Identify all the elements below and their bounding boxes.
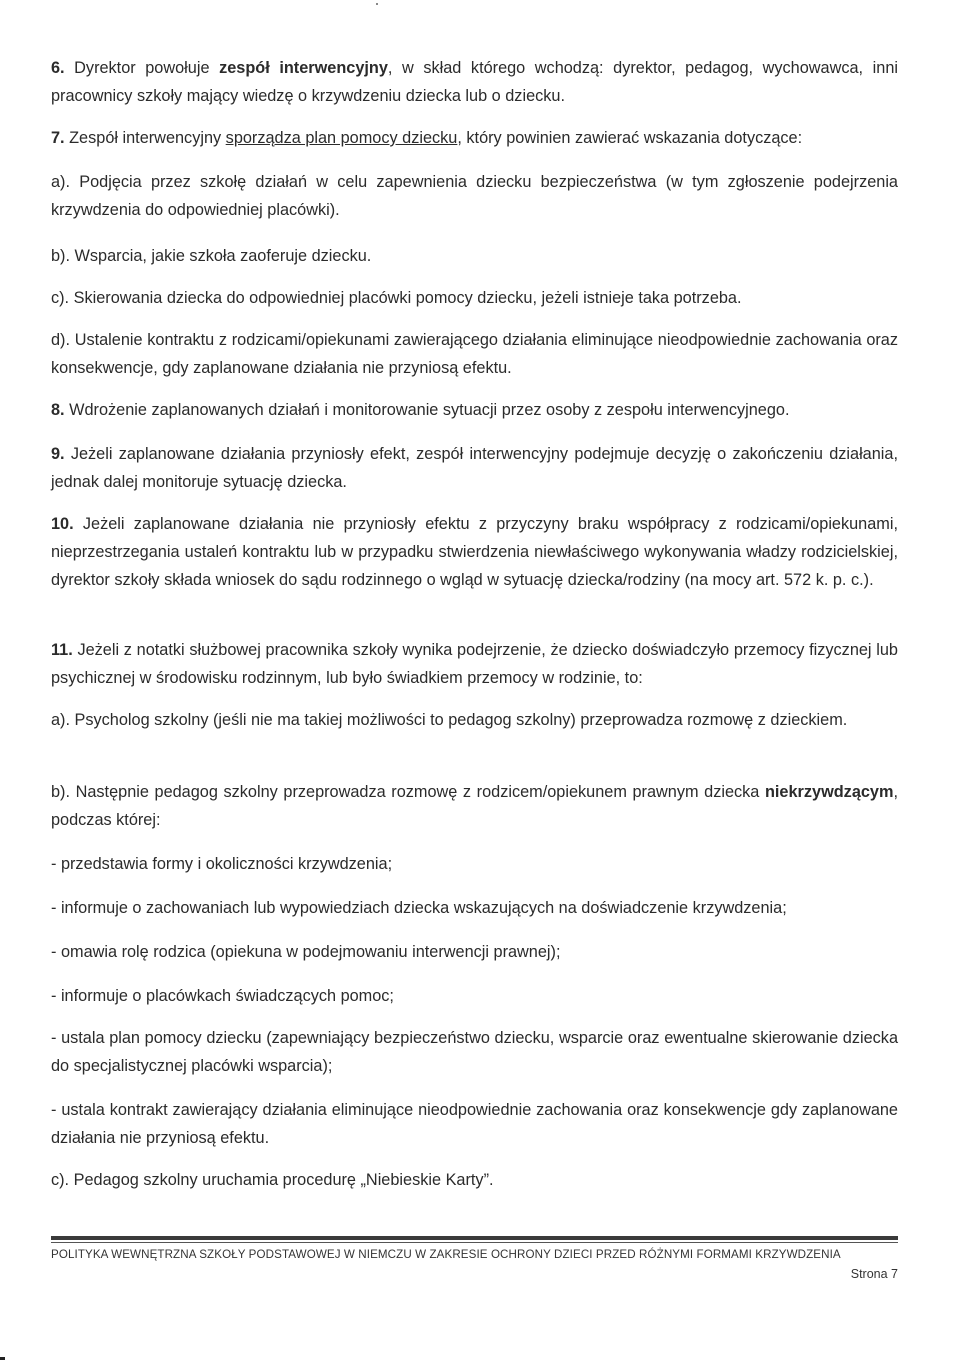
bold-term: niekrzywdzącym <box>764 783 894 801</box>
dash-item-6: - ustala kontrakt zawierający działania eliminujące nieodpowiednie zachowania oraz konsekwencje gdy zaplanowane działania nie przyniosą efektu. <box>51 1101 898 1147</box>
paragraph-text: Jeżeli z notatki służbowej pracownika szkoły wynika podejrzenie, że dziecko doświadczyło przemocy fizycznej lub psychicznej w środowisku rodzinnym, lub było świadkiem przemocy w rodzinie, to: <box>51 641 898 687</box>
footer-rule-thick <box>51 1236 898 1240</box>
paragraph-text: , podczas której: <box>51 783 898 829</box>
paragraph-text: , w skład którego wchodzą: dyrektor, pedagog, wychowawca, inni pracownicy szkoły mający wiedzę o krzywdzeniu dziecka lub o dziecku. <box>51 59 898 105</box>
paragraph-text: Wdrożenie zaplanowanych działań i monitorowanie sytuacji przez osoby z zespołu interwencyjnego. <box>64 401 790 419</box>
paragraph-11 <box>51 636 898 692</box>
paragraph-text: , który powinien zawierać wskazania dotyczące: <box>457 129 803 147</box>
dash-item-5: - ustala plan pomocy dziecku (zapewniający bezpieczeństwo dziecku, wsparcie oraz ewentualne skierowanie dziecka do specjalistycznej placówki wsparcia); <box>51 1029 898 1075</box>
item-11a: a). Psycholog szkolny (jeśli nie ma takiej możliwości to pedagog szkolny) przeprowadza rozmowę z dzieckiem. <box>51 711 848 729</box>
item-11b <box>51 778 898 834</box>
scan-speck <box>376 3 378 5</box>
paragraph-text: b). Następnie pedagog szkolny przeprowadza rozmowę z rodzicem/opiekunem prawnym dziecka <box>51 783 765 801</box>
paragraph-number: 9. <box>51 445 65 463</box>
paragraph-text: Jeżeli zaplanowane działania nie przyniosły efektu z przyczyny braku współpracy z rodzicami/opiekunami, nieprzestrzegania ustaleń kontraktu lub w przypadku stwierdzenia niewłaściwego wykonywania władzy rodzicielskiej, dyrektor szkoły składa wniosek do sądu rodzinnego o wgląd w sytuację dziecka/rodziny (na mocy art. 572 k. p. c.). <box>51 515 898 589</box>
paragraph-number: 8. <box>51 401 65 419</box>
dash-item-1: - przedstawia formy i okoliczności krzywdzenia; <box>51 855 393 873</box>
item-7a: a). Podjęcia przez szkołę działań w celu zapewnienia dziecku bezpieczeństwa (w tym zgłoszenie podejrzenia krzywdzenia do odpowiedniej placówki). <box>51 173 898 219</box>
item-7d: d). Ustalenie kontraktu z rodzicami/opiekunami zawierającego działania eliminujące nieodpowiednie zachowania oraz konsekwencje, gdy zaplanowane działania nie przyniosą efektu. <box>51 331 898 377</box>
dash-item-2: - informuje o zachowaniach lub wypowiedziach dziecka wskazujących na doświadczenie krzywdzenia; <box>51 899 787 917</box>
paragraph-number: 10. <box>51 515 74 533</box>
dash-item-4: - informuje o placówkach świadczących pomoc; <box>51 987 394 1005</box>
paragraph-number: 7. <box>51 129 65 147</box>
paragraph-9 <box>51 440 898 496</box>
paragraph-6 <box>51 54 898 110</box>
scan-mark <box>0 1357 5 1360</box>
paragraph-number: 11. <box>51 641 73 659</box>
page-number: Strona 7 <box>850 1267 898 1281</box>
paragraph-text: Zespół interwencyjny <box>64 129 226 147</box>
paragraph-text: Jeżeli zaplanowane działania przyniosły efekt, zespół interwencyjny podejmuje decyzję o zakończeniu działania, jednak dalej monitoruje sytuację dziecka. <box>51 445 898 491</box>
bold-term: zespół interwencyjny <box>219 59 388 77</box>
paragraph-text: Dyrektor powołuje <box>64 59 220 77</box>
dash-item-3: - omawia rolę rodzica (opiekuna w podejmowaniu interwencji prawnej); <box>51 943 561 961</box>
item-7b: b). Wsparcia, jakie szkoła zaoferuje dziecku. <box>51 247 372 265</box>
underlined-term: sporządza plan pomocy dziecku <box>225 129 458 147</box>
item-11c: c). Pedagog szkolny uruchamia procedurę „Niebieskie Karty”. <box>51 1171 494 1189</box>
paragraph-7 <box>51 124 898 152</box>
paragraph-number: 6. <box>51 59 65 77</box>
footer-rule-thin <box>51 1242 898 1243</box>
item-7c: c). Skierowania dziecka do odpowiedniej placówki pomocy dziecku, jeżeli istnieje taka potrzeba. <box>51 289 742 307</box>
paragraph-10 <box>51 510 898 594</box>
footer-title: POLITYKA WEWNĘTRZNA SZKOŁY PODSTAWOWEJ W NIEMCZU W ZAKRESIE OCHRONY DZIECI PRZED RÓŻNYMI FORMAMI KRZYWDZENIA <box>51 1248 841 1261</box>
paragraph-8 <box>51 396 898 424</box>
